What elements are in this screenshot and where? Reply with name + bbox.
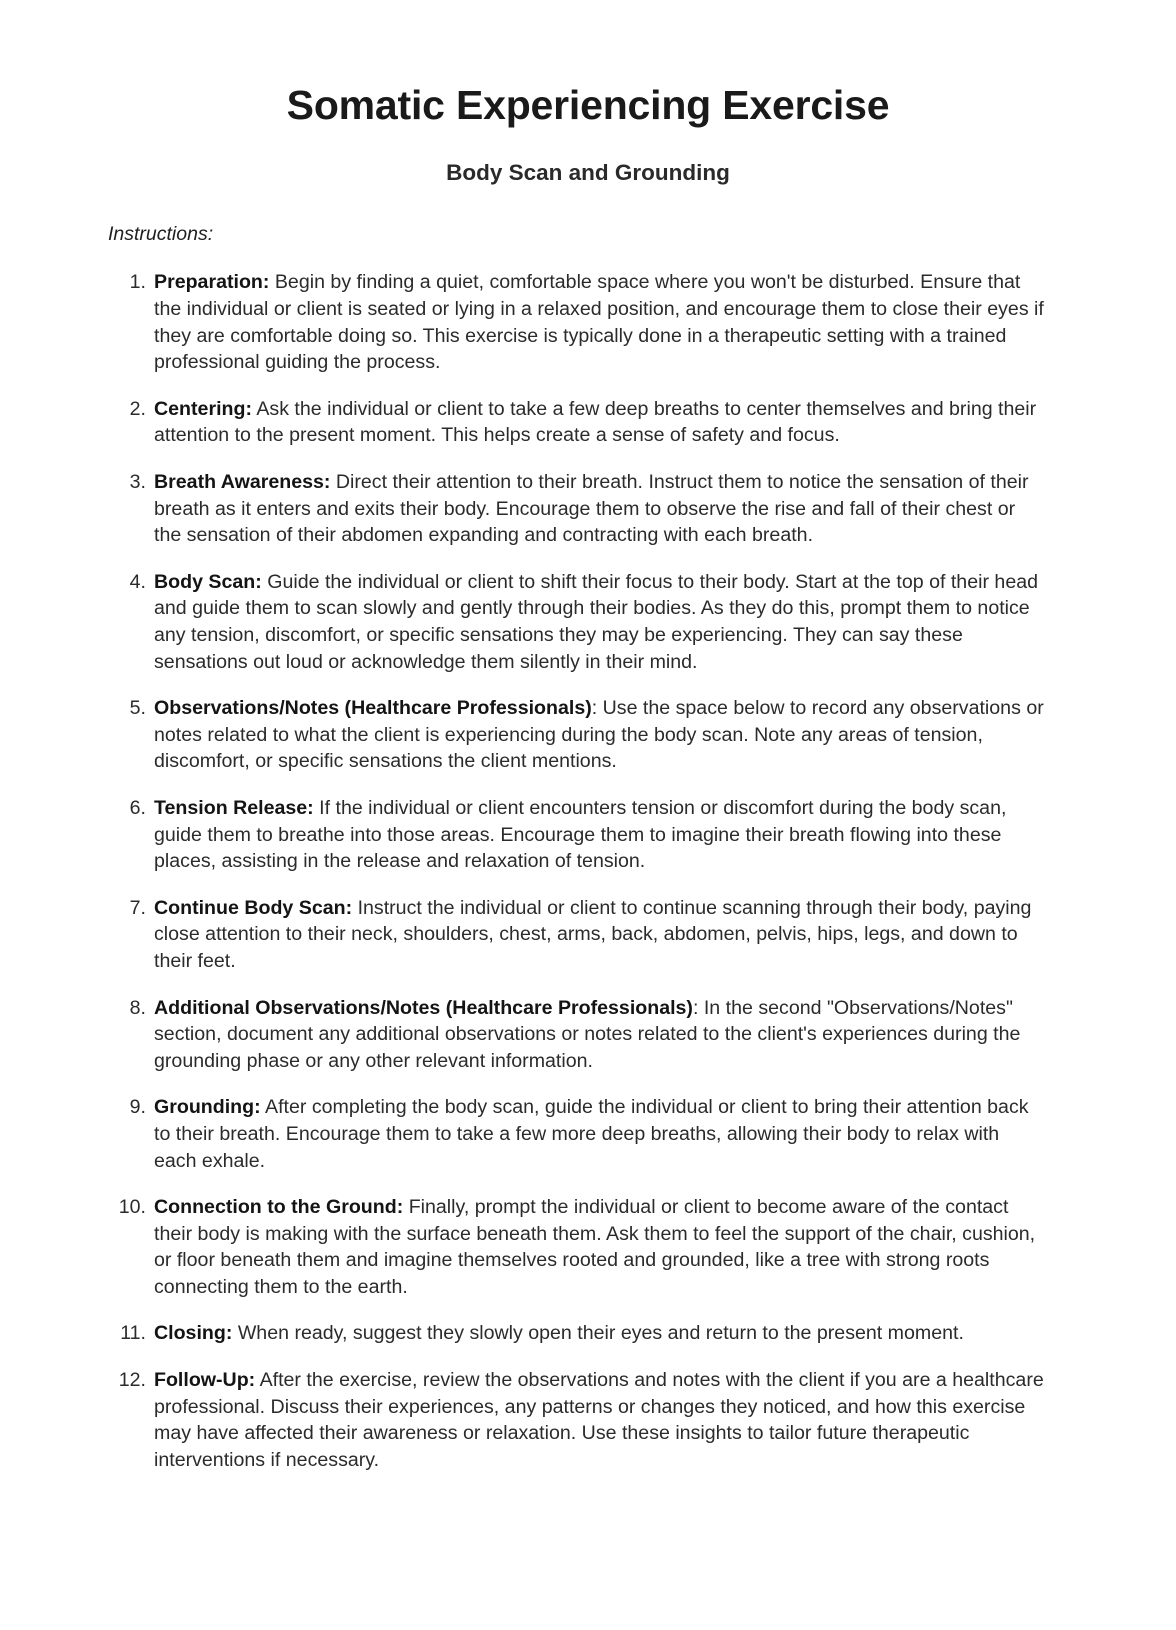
list-item-term: Continue Body Scan: [154, 896, 353, 919]
list-item-number: 7. [129, 896, 146, 919]
list-item-term: Follow-Up: [154, 1369, 256, 1392]
list-item-number: 11. [120, 1322, 146, 1345]
list-item-number: 4. [129, 570, 146, 593]
instructions-list [0, 247, 1176, 1473]
list-item-body: Finally, prompt the individual or client to become aware of the contact their body is making with the surface beneath them. Ask them to feel the support of the chair, cushion, or floor beneath them and imagine themselves rooted and grounded, like a tree with strong roots connecting them to the earth. [154, 1196, 1036, 1298]
list-item-body: When ready, suggest they slowly open their eyes and return to the present moment. [232, 1322, 964, 1345]
list-item-body: After the exercise, review the observations and notes with the client if you are a healthcare professional. Discuss their experiences, any patterns or changes they noticed, and how this exercise may have affected their awareness or relaxation. Use these insights to tailor future therapeutic interventions if necessary. [154, 1369, 1044, 1471]
list-item [108, 1367, 1046, 1473]
list-item-number: 5. [129, 697, 146, 720]
list-item [108, 396, 1046, 449]
list-item [108, 995, 1046, 1075]
list-item [108, 895, 1046, 975]
list-item-term: Body Scan: [154, 570, 262, 593]
list-item-number: 2. [129, 397, 146, 420]
list-item-number: 3. [129, 471, 146, 494]
list-item-body: Instruct the individual or client to continue scanning through their body, paying close attention to their neck, shoulders, chest, arms, back, abdomen, pelvis, hips, legs, and down to their feet. [154, 896, 1032, 972]
list-item [108, 469, 1046, 549]
list-item-body: Ask the individual or client to take a few deep breaths to center themselves and bring their attention to the present moment. This helps create a sense of safety and focus. [154, 397, 1037, 447]
page-subtitle: Body Scan and Grounding [446, 160, 730, 186]
list-item-term: Tension Release: [154, 796, 314, 819]
list-item-number: 1. [129, 271, 146, 294]
list-item-term: Preparation: [154, 271, 270, 294]
list-item [108, 1094, 1046, 1174]
list-item-number: 12. [118, 1369, 146, 1392]
instructions-label: Instructions: [108, 223, 214, 246]
list-item-term: Closing: [154, 1322, 233, 1345]
list-item-number: 6. [129, 796, 146, 819]
list-item [108, 1320, 1046, 1347]
list-item [108, 795, 1046, 875]
list-item-term: Additional Observations/Notes (Healthcare Professionals) [154, 996, 693, 1019]
list-item-number: 8. [129, 996, 146, 1019]
list-item-body: If the individual or client encounters tension or discomfort during the body scan, guide them to breathe into those areas. Encourage them to imagine their breath flowing into these places, assisting in the release and relaxation of tension. [154, 796, 1007, 873]
page-title: Somatic Experiencing Exercise [286, 82, 890, 128]
list-item-body: Begin by finding a quiet, comfortable space where you won't be disturbed. Ensure that the individual or client is seated or lying in a relaxed position, and encourage them to close their eyes if they are comfortable doing so. This exercise is typically done in a therapeutic setting with a trained professional guiding the process. [154, 271, 1044, 374]
list-item-term: Connection to the Ground: [154, 1196, 404, 1219]
list-item-body: Guide the individual or client to shift their focus to their body. Start at the top of their head and guide them to scan slowly and gently through their bodies. As they do this, prompt them to notice any tension, discomfort, or specific sensations they may be experiencing. They can say these sensations out loud or acknowledge them silently in their mind. [154, 570, 1039, 673]
list-item-term: Centering: [154, 397, 252, 420]
list-item-body: : Use the space below to record any observations or notes related to what the client is experiencing during the body scan. Note any areas of tension, discomfort, or specific sensations the client mentions. [154, 697, 1044, 773]
list-item-body: Direct their attention to their breath. Instruct them to notice the sensation of their breath as it enters and exits their body. Encourage them to observe the rise and fall of their chest or the sensation of their abdomen expanding and contracting with each breath. [154, 471, 1029, 547]
list-item [108, 1194, 1046, 1300]
list-item-number: 9. [129, 1096, 146, 1119]
list-item [108, 695, 1046, 775]
list-item-term: Observations/Notes (Healthcare Professionals) [154, 697, 592, 720]
list-item-body: After completing the body scan, guide the individual or client to bring their attention back to their breath. Encourage them to take a few more deep breaths, allowing their body to relax with each exhale. [154, 1096, 1029, 1172]
list-item [108, 269, 1046, 375]
list-item-body: : In the second "Observations/Notes" section, document any additional observations or notes related to the client's experiences during the grounding phase or any other relevant information. [154, 996, 1021, 1072]
list-item [108, 569, 1046, 675]
list-item-term: Breath Awareness: [154, 471, 331, 494]
list-item-number: 10. [118, 1196, 146, 1219]
list-item-term: Grounding: [154, 1096, 261, 1119]
